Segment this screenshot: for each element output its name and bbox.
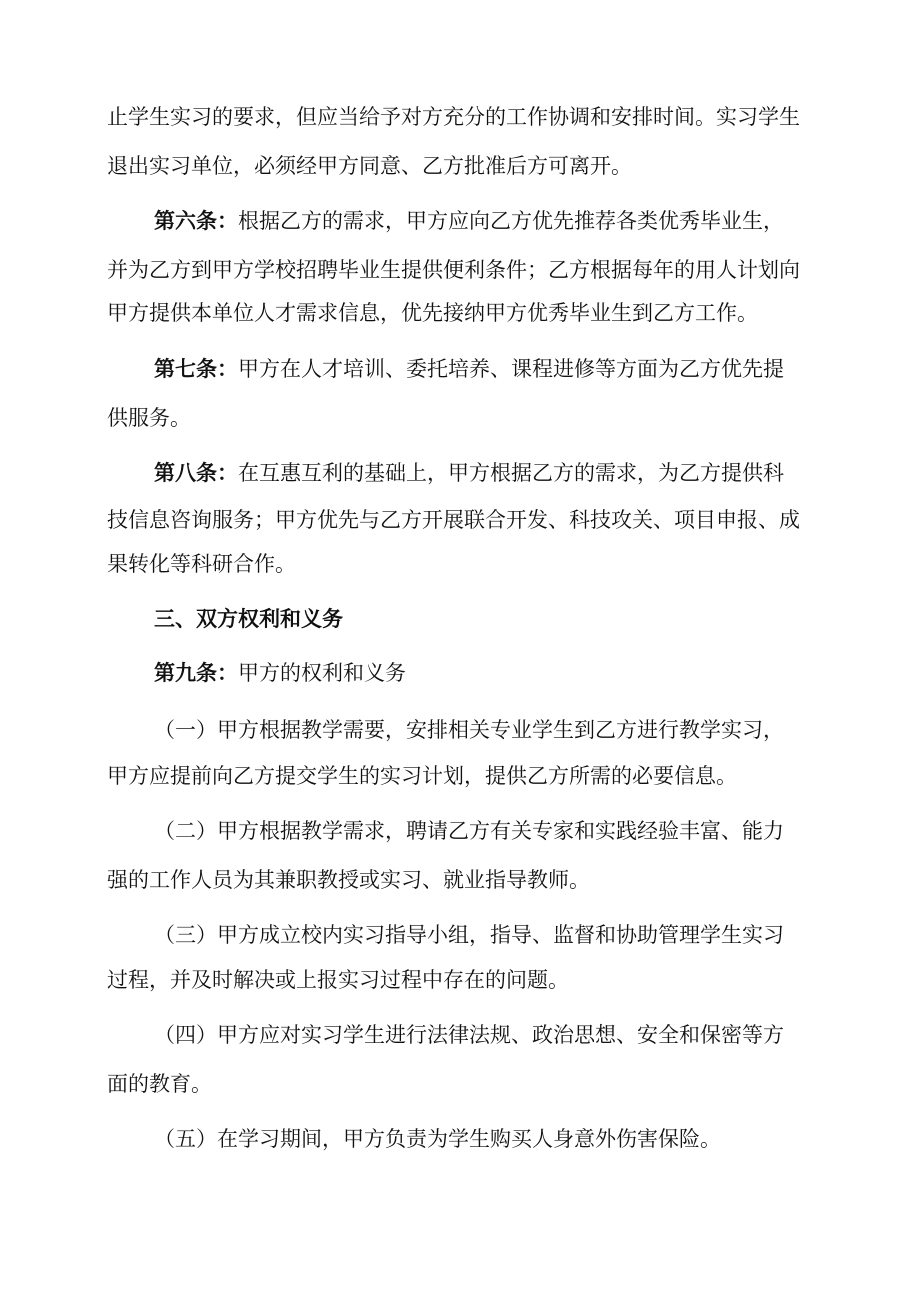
item-2-text-1: （二）甲方根据教学需求，聘请乙方有关专家和实践经验丰富、能力 bbox=[154, 819, 784, 843]
item-3-line-2 bbox=[0, 967, 920, 993]
item-4-line-1 bbox=[0, 1022, 920, 1048]
item-3-line-1 bbox=[0, 922, 920, 948]
item-3-text-2: 过程，并及时解决或上报实习过程中存在的问题。 bbox=[107, 968, 569, 992]
article-8-text-2: 技信息咨询服务；甲方优先与乙方开展联合开发、科技攻关、项目申报、成 bbox=[107, 508, 800, 532]
paragraph-intro-text-1: 止学生实习的要求，但应当给予对方充分的工作协调和安排时间。实习学生 bbox=[107, 105, 800, 129]
article-7-text-1: 甲方在人才培训、委托培养、课程进修等方面为乙方优先提 bbox=[238, 357, 784, 381]
article-8-line-1 bbox=[0, 460, 920, 486]
item-1-line-1 bbox=[0, 717, 920, 743]
article-6-line-3 bbox=[0, 300, 920, 326]
article-9-text: 甲方的权利和义务 bbox=[238, 661, 406, 685]
article-6-line-2 bbox=[0, 257, 920, 283]
article-6-text-3: 甲方提供本单位人才需求信息，优先接纳甲方优秀毕业生到乙方工作。 bbox=[107, 301, 758, 325]
article-8-text-1: 在互惠互利的基础上，甲方根据乙方的需求，为乙方提供科 bbox=[238, 461, 784, 485]
article-7-line-2 bbox=[0, 405, 920, 431]
article-8-line-2 bbox=[0, 507, 920, 533]
article-6-text-1: 根据乙方的需求，甲方应向乙方优先推荐各类优秀毕业生， bbox=[238, 209, 784, 233]
item-4-text-1: （四）甲方应对实习学生进行法律法规、政治思想、安全和保密等方 bbox=[154, 1023, 784, 1047]
article-6-line-1 bbox=[0, 208, 920, 234]
item-1-text-2: 甲方应提前向乙方提交学生的实习计划，提供乙方所需的必要信息。 bbox=[107, 764, 737, 788]
paragraph-intro-line-1 bbox=[0, 104, 920, 130]
section-3-heading-text: 三、双方权利和义务 bbox=[154, 606, 343, 631]
article-7-label: 第七条： bbox=[154, 356, 238, 381]
item-2-text-2: 强的工作人员为其兼职教授或实习、就业指导教师。 bbox=[107, 868, 590, 892]
item-5-line-1 bbox=[0, 1126, 920, 1152]
item-4-text-2: 面的教育。 bbox=[107, 1072, 212, 1096]
item-1-text-1: （一）甲方根据教学需要，安排相关专业学生到乙方进行教学实习， bbox=[154, 718, 784, 742]
article-9-label: 第九条： bbox=[154, 660, 238, 685]
article-7-text-2: 供服务。 bbox=[107, 406, 191, 430]
item-4-line-2 bbox=[0, 1071, 920, 1097]
item-2-line-2 bbox=[0, 867, 920, 893]
paragraph-intro-line-2 bbox=[0, 153, 920, 179]
article-6-label: 第六条： bbox=[154, 208, 238, 233]
article-6-text-2: 并为乙方到甲方学校招聘毕业生提供便利条件；乙方根据每年的用人计划向 bbox=[107, 258, 800, 282]
item-3-text-1: （三）甲方成立校内实习指导小组，指导、监督和协助管理学生实习 bbox=[154, 923, 784, 947]
article-9-line bbox=[0, 660, 920, 686]
article-8-line-3 bbox=[0, 551, 920, 577]
item-5-text-1: （五）在学习期间，甲方负责为学生购买人身意外伤害保险。 bbox=[154, 1127, 721, 1151]
article-7-line-1 bbox=[0, 356, 920, 382]
item-2-line-1 bbox=[0, 818, 920, 844]
item-1-line-2 bbox=[0, 763, 920, 789]
article-8-label: 第八条： bbox=[154, 460, 238, 485]
section-3-heading bbox=[0, 606, 920, 632]
paragraph-intro-text-2: 退出实习单位，必须经甲方同意、乙方批准后方可离开。 bbox=[107, 154, 632, 178]
article-8-text-3: 果转化等科研合作。 bbox=[107, 552, 296, 576]
